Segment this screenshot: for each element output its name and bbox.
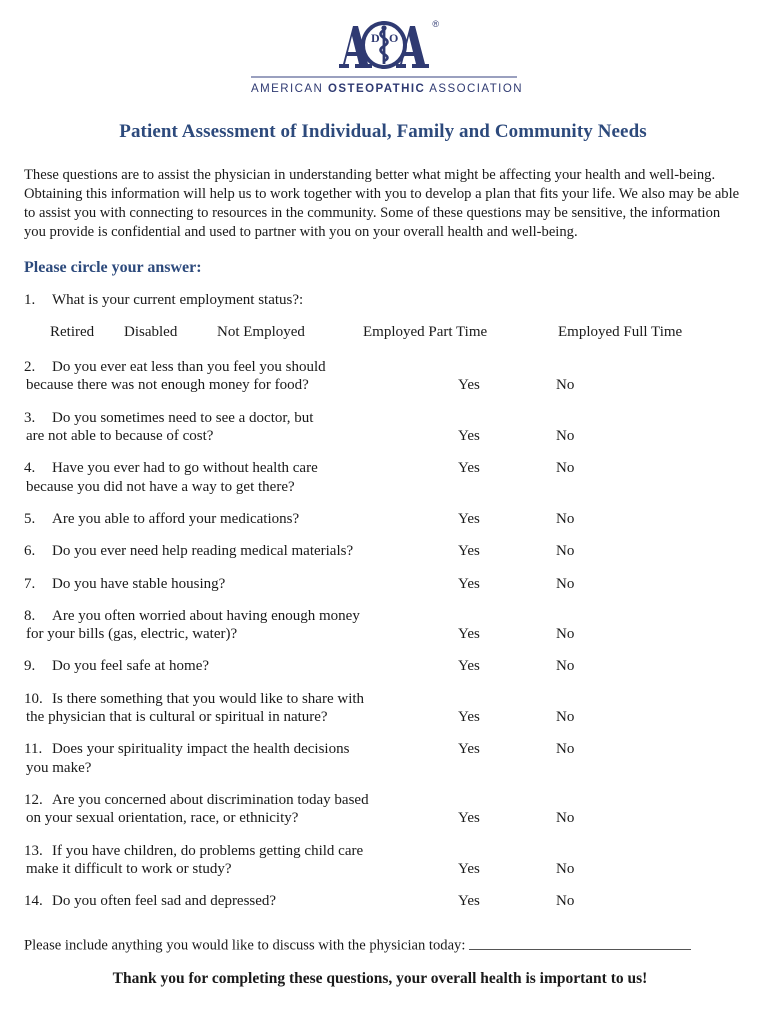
question-text: [24, 410, 742, 446]
question-text: [24, 843, 742, 879]
question-line-1: Do you often feel sad and depressed?: [52, 893, 277, 910]
question-text: [52, 658, 209, 674]
question-text: [52, 292, 303, 308]
question-item: [24, 358, 742, 395]
answer-option-no[interactable]: No: [556, 658, 575, 675]
registered-trademark-icon: ®: [432, 19, 439, 29]
answer-option-yes[interactable]: Yes: [458, 708, 480, 725]
employment-option[interactable]: Employed Full Time: [558, 324, 683, 341]
answer-option-no[interactable]: No: [556, 460, 575, 477]
question-line-2: on your sexual orientation, race, or ethnicity?: [26, 810, 299, 827]
question-text: [24, 460, 742, 496]
answer-option-no[interactable]: No: [556, 377, 575, 394]
svg-text:O: O: [389, 31, 399, 45]
question-item: [24, 510, 742, 528]
answer-option-no[interactable]: No: [556, 893, 575, 910]
question-item: [24, 690, 742, 727]
question-number: 13.: [24, 842, 43, 859]
question-text: [52, 511, 299, 527]
questions-list: [24, 291, 742, 911]
section-heading: Please circle your answer:: [24, 258, 202, 276]
question-line-2: are not able to because of cost?: [26, 428, 214, 445]
question-line-1: Do you feel safe at home?: [52, 658, 210, 675]
answer-option-yes[interactable]: Yes: [458, 377, 480, 394]
question-line-1: Do you ever eat less than you feel you should: [52, 359, 326, 376]
discuss-prompt-line: [24, 936, 742, 955]
employment-option[interactable]: Disabled: [124, 324, 178, 341]
document-footer: [24, 936, 742, 987]
question-line-2: because there was not enough money for food?: [26, 377, 309, 394]
answer-option-yes[interactable]: Yes: [458, 510, 480, 527]
employment-option[interactable]: Not Employed: [217, 324, 305, 341]
question-line-1: Do you sometimes need to see a doctor, but: [52, 409, 314, 426]
aoa-caduceus-icon: [251, 18, 517, 70]
thank-you-message: Thank you for completing these questions, your overall health is important to us!: [112, 969, 648, 987]
answer-option-yes[interactable]: Yes: [458, 575, 480, 592]
question-number: 14.: [24, 893, 43, 910]
answer-option-yes[interactable]: Yes: [458, 741, 480, 758]
answer-option-yes[interactable]: Yes: [458, 893, 480, 910]
question-item: [24, 459, 742, 496]
aoa-wordmark: [251, 83, 523, 95]
question-line-1: Do you ever need help reading medical materials?: [52, 543, 354, 560]
wordmark-american: AMERICAN: [251, 83, 328, 95]
question-line-2: you make?: [26, 759, 92, 776]
answer-option-yes[interactable]: Yes: [458, 809, 480, 826]
question-line-1: Are you concerned about discrimination today based: [52, 791, 369, 808]
employment-option[interactable]: Employed Part Time: [363, 324, 488, 341]
question-line-1: Have you ever had to go without health care: [52, 460, 318, 477]
question-number: 5.: [24, 510, 36, 527]
question-number: 7.: [24, 575, 36, 592]
question-number: 11.: [24, 741, 43, 758]
question-number: 1.: [24, 291, 36, 308]
answer-option-no[interactable]: No: [556, 510, 575, 527]
answer-option-no[interactable]: No: [556, 741, 575, 758]
employment-option[interactable]: Retired: [50, 324, 95, 341]
aoa-logo: [251, 18, 523, 95]
question-text: [24, 691, 742, 727]
answer-option-no[interactable]: No: [556, 427, 575, 444]
answer-option-yes[interactable]: Yes: [458, 658, 480, 675]
question-item: [24, 657, 742, 675]
discuss-blank-field[interactable]: [469, 936, 691, 949]
question-number: 9.: [24, 658, 36, 675]
question-item: [24, 409, 742, 446]
question-text: [52, 543, 353, 559]
question-line-2: for your bills (gas, electric, water)?: [26, 626, 238, 643]
answer-option-no[interactable]: No: [556, 575, 575, 592]
page-title: Patient Assessment of Individual, Family and Community Needs: [119, 121, 647, 142]
question-number: 12.: [24, 791, 43, 808]
answer-option-no[interactable]: No: [556, 708, 575, 725]
question-line-2: because you did not have a way to get there?: [26, 478, 295, 495]
question-item: [24, 892, 742, 910]
question-line-1: Is there something that you would like to share with: [52, 690, 365, 707]
question-line-1: Are you often worried about having enough money: [52, 607, 360, 624]
question-line-2: the physician that is cultural or spiritual in nature?: [26, 709, 328, 726]
question-line-1: Are you able to afford your medications?: [52, 510, 300, 527]
question-item: [24, 291, 742, 309]
question-number: 10.: [24, 690, 43, 707]
question-item: [24, 542, 742, 560]
answer-option-yes[interactable]: Yes: [458, 427, 480, 444]
question-text: [52, 893, 276, 909]
question-number: 6.: [24, 543, 36, 560]
question-item: [24, 842, 742, 879]
answer-option-yes[interactable]: Yes: [458, 460, 480, 477]
question-text: [24, 792, 742, 828]
answer-option-yes[interactable]: Yes: [458, 625, 480, 642]
employment-status-options: [24, 324, 742, 344]
question-text: [52, 576, 225, 592]
question-line-1: Do you have stable housing?: [52, 575, 226, 592]
question-text: [24, 359, 742, 395]
answer-option-no[interactable]: No: [556, 860, 575, 877]
question-text: [24, 608, 742, 644]
svg-text:D: D: [371, 31, 380, 45]
question-item: [24, 791, 742, 828]
question-item: [24, 575, 742, 593]
answer-option-yes[interactable]: Yes: [458, 860, 480, 877]
wordmark-association: ASSOCIATION: [425, 83, 523, 95]
answer-option-no[interactable]: No: [556, 543, 575, 560]
wordmark-osteopathic: OSTEOPATHIC: [327, 83, 426, 95]
question-number: 8.: [24, 607, 36, 624]
question-number: 4.: [24, 460, 36, 477]
question-line-1: What is your current employment status?:: [52, 291, 304, 308]
question-number: 3.: [24, 409, 36, 426]
discuss-prompt-label: Please include anything you would like to discuss with the physician today:: [24, 937, 466, 954]
logo-divider-rule: [251, 76, 517, 78]
question-number: 2.: [24, 359, 36, 376]
document-header: [0, 0, 768, 95]
document-body: [0, 121, 768, 988]
answer-option-yes[interactable]: Yes: [458, 543, 480, 560]
question-line-1: Does your spirituality impact the health decisions: [52, 741, 350, 758]
intro-paragraph: These questions are to assist the physician in understanding better what might be affecting your health and well-being. Obtaining this information will help us to work together with you to develop a plan that fits your life. We also may be able to assist you with connecting to resources in the community. Some of these questions may be sensitive, the information you provide is confidential and used to partner with you on your overall health and well-being.: [24, 167, 740, 240]
question-line-1: If you have children, do problems getting child care: [52, 842, 364, 859]
question-item: [24, 740, 742, 777]
answer-option-no[interactable]: No: [556, 809, 575, 826]
answer-option-no[interactable]: No: [556, 625, 575, 642]
question-line-2: make it difficult to work or study?: [26, 860, 232, 877]
question-text: [24, 741, 742, 777]
question-item: [24, 607, 742, 644]
